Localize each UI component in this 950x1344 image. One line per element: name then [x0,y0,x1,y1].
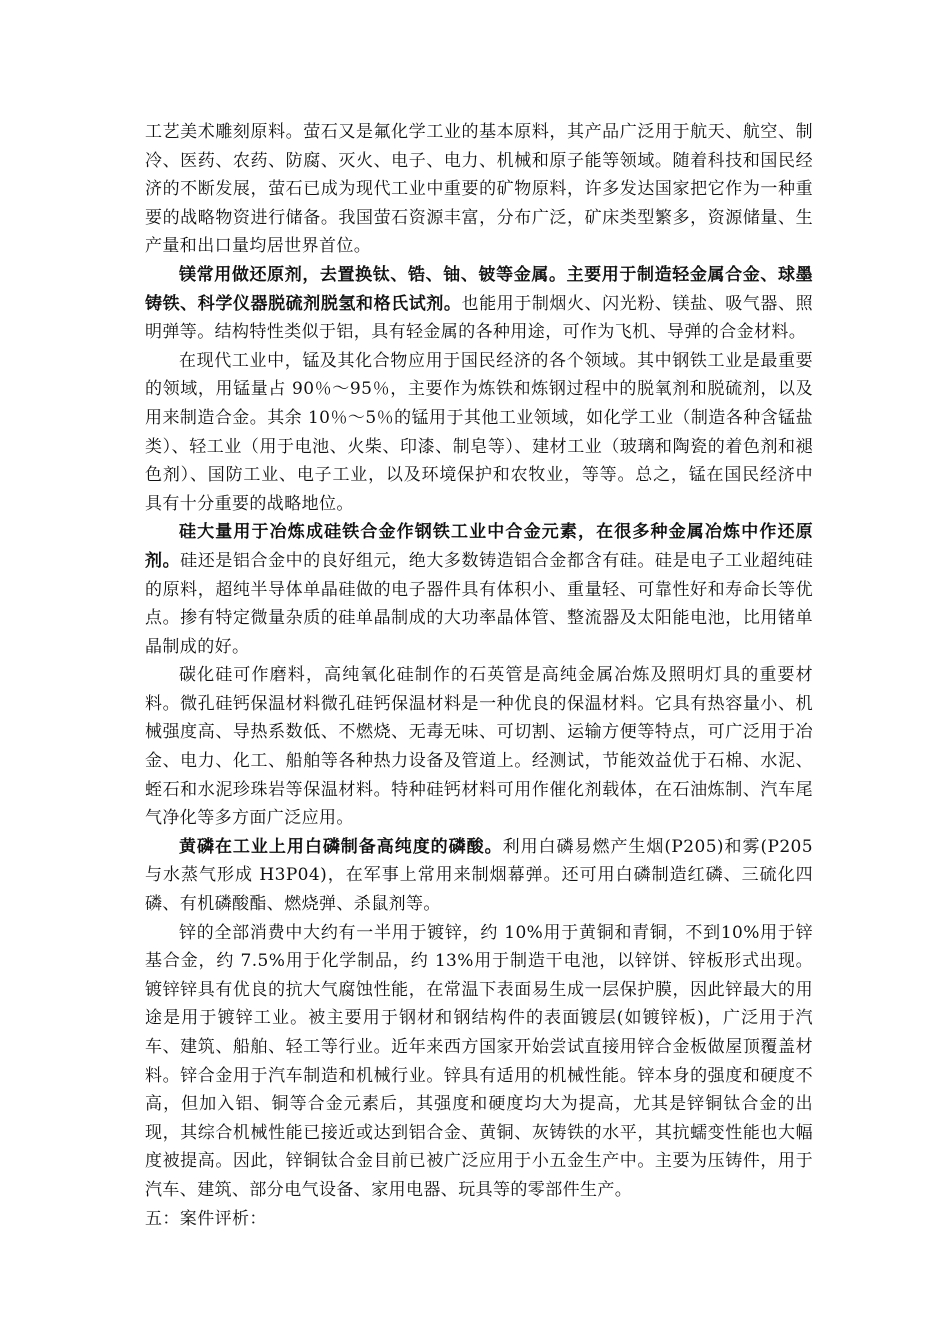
paragraph-text: 也能用于制烟火、闪光粉、镁盐、吸气器、照明弹等。结构特性类似于铝，具有轻金属的各种用途，可作为飞机、导弹的合金材料。 [145,293,814,343]
document-body [145,118,813,1233]
section-heading-case-analysis [145,1205,813,1234]
paragraph-bold-lead: 黄磷在工业上用白磷制备高纯度的磷酸。 [179,836,503,857]
paragraph-text: 利用白磷易燃产生烟(P205)和雾(P205 与水蒸气形成 H3P04)，在军事上常用来制烟幕弹。还可用白磷制造红磷、三硫化四磷、有机磷酸酯、燃烧弹、杀鼠剂等。 [145,836,813,915]
paragraph-silicon-carbide [145,661,813,833]
paragraph-text: 碳化硅可作磨料，高纯氧化硅制作的石英管是高纯金属冶炼及照明灯具的重要材料。微孔硅钙保温材料微孔硅钙保温材料是一种优良的保温材料。它具有热容量小、机械强度高、导热系数低、不燃烧、无毒无味、可切割、运输方便等特点，可广泛用于冶金、电力、化工、船舶等各种热力设备及管道上。经测试，节能效益优于石棉、水泥、蛭石和水泥珍珠岩等保温材料。特种硅钙材料可用作催化剂载体，在石油炼制、汽车尾气净化等多方面广泛应用。 [145,665,813,829]
paragraph-text: 工艺美术雕刻原料。萤石又是氟化学工业的基本原料，其产品广泛用于航天、航空、制冷、医药、农药、防腐、灭火、电子、电力、机械和原子能等领域。随着科技和国民经济的不断发展，萤石已成为现代工业中重要的矿物原料，许多发达国家把它作为一种重要的战略物资进行储备。我国萤石资源丰富，分布广泛，矿床类型繁多，资源储量、生产量和出口量均居世界首位。 [145,122,813,257]
paragraph-bold-lead: 硅大量用于冶炼成硅铁合金作钢铁工业中合金元素，在很多种金属冶炼中作还原剂。 [145,522,813,571]
paragraph-zinc [145,919,813,1205]
paragraph-magnesium [145,261,813,347]
paragraph-silicon [145,518,813,661]
paragraph-fluorite [145,118,813,261]
paragraph-text: 在现代工业中，锰及其化合物应用于国民经济的各个领域。其中钢铁工业是最重要的领域，用锰量占 90％～95％，主要作为炼铁和炼钢过程中的脱氧剂和脱硫剂，以及用来制造合金。其余 10％～5％的锰用于其他工业领域，如化学工业（制造各种含锰盐类）、轻工业（用于电池、火柴、印漆、制皂等）、建材工业（玻璃和陶瓷的着色剂和褪色剂）、国防工业、电子工业，以及环境保护和农牧业，等等。总之，锰在国民经济中具有十分重要的战略地位。 [145,350,813,514]
paragraph-bold-lead: 镁常用做还原剂，去置换钛、锆、铀、铍等金属。主要用于制造轻金属合金、球墨铸铁、科学仪器脱硫剂脱氢和格氏试剂。 [145,264,813,314]
paragraph-phosphorus [145,833,813,919]
paragraph-manganese [145,347,813,519]
paragraph-text: 五：案件评析： [145,1208,267,1229]
paragraph-text: 硅还是铝合金中的良好组元，绝大多数铸造铝合金都含有硅。硅是电子工业超纯硅的原料，超纯半导体单晶硅做的电子器件具有体积小、重量轻、可靠性好和寿命长等优点。掺有特定微量杂质的硅单晶制成的大功率晶体管、整流器及太阳能电池，比用锗单晶制成的好。 [145,550,813,657]
paragraph-text: 锌的全部消费中大约有一半用于镀锌，约 10%用于黄铜和青铜，不到10%用于锌基合金，约 7.5%用于化学制品，约 13%用于制造干电池，以锌饼、锌板形式出现。镀锌锌具有优良的抗大气腐蚀性能，在常温下表面易生成一层保护膜，因此锌最大的用途是用于镀锌工业。被主要用于钢材和钢结构件的表面镀层(如镀锌板)，广泛用于汽车、建筑、船舶、轻工等行业。近年来西方国家开始尝试直接用锌合金板做屋顶覆盖材料。锌合金用于汽车制造和机械行业。锌具有适用的机械性能。锌本身的强度和硬度不高，但加入铝、铜等合金元素后，其强度和硬度均大为提高，尤其是锌铜钛合金的出现，其综合机械性能已接近或达到铝合金、黄铜、灰铸铁的水平，其抗蠕变性能也大幅度被提高。因此，锌铜钛合金目前已被广泛应用于小五金生产中。主要为压铸件，用于汽车、建筑、部分电气设备、家用电器、玩具等的零部件生产。 [145,922,813,1200]
